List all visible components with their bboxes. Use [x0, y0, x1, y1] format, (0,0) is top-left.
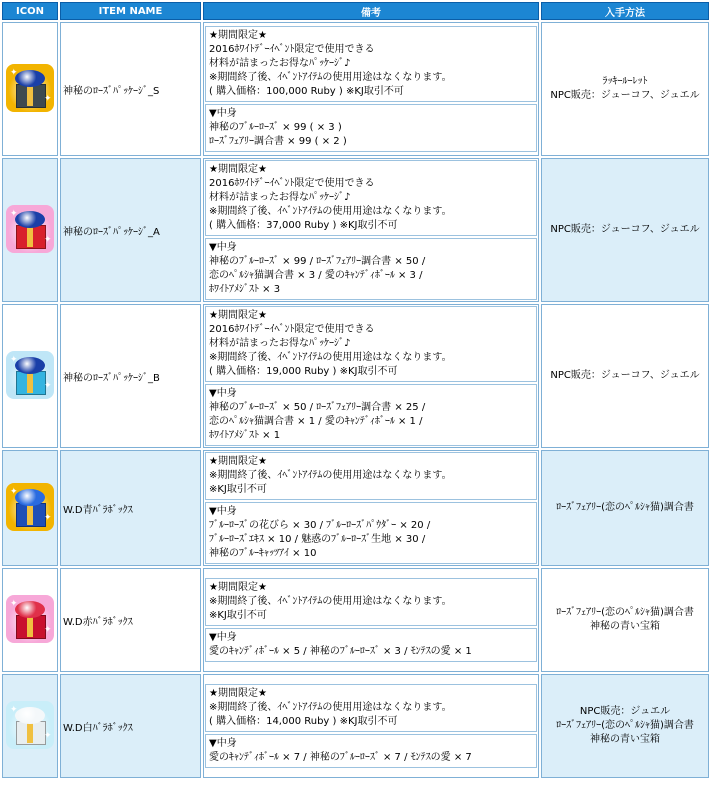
item-icon-cell — [2, 568, 58, 672]
note-line: 2016ﾎﾜｲﾄﾃﾞｰｲﾍﾞﾝﾄ限定で使用できる — [209, 44, 375, 55]
item-method — [541, 304, 709, 448]
note-line: ★期間限定★ — [209, 164, 267, 175]
note-line: ※期間終了後、ｲﾍﾞﾝﾄｱｲﾃﾑの使用用途はなくなります。 — [209, 352, 452, 363]
item-method — [541, 568, 709, 672]
contents-line: 神秘のﾌﾞﾙｰｷｬｯﾂｱｲ × 10 — [209, 548, 317, 559]
item-note — [203, 22, 539, 156]
contents-line: ﾎﾜｲﾄｱﾒｼﾞｽﾄ × 1 — [209, 430, 281, 441]
method-line: NPC販売：ジューコフ、ジュエル — [550, 224, 700, 235]
note-line: ※期間終了後、ｲﾍﾞﾝﾄｱｲﾃﾑの使用用途はなくなります。 — [209, 72, 452, 83]
header-item-name: ITEM NAME — [60, 2, 201, 20]
contents-line: 神秘のﾌﾞﾙｰﾛｰｽﾞ × 99 ( × 3 ) — [209, 122, 342, 133]
contents-line: ▼中身 — [209, 738, 237, 749]
note-line: ( 購入価格：14,000 Ruby ) ※KJ取引不可 — [209, 716, 398, 727]
header-note: 備考 — [203, 2, 539, 20]
item-note — [203, 674, 539, 778]
note-line: ★期間限定★ — [209, 582, 267, 593]
blue-rose-box-icon: ✦ ✦ — [6, 483, 54, 531]
note-contents — [205, 384, 537, 446]
note-contents — [205, 502, 537, 564]
item-name: W.D白ﾊﾞﾗﾎﾞｯｸｽ — [60, 674, 201, 778]
method-line: ﾛｰｽﾞﾌｪｱﾘｰ(恋のﾍﾟﾙｼｬ猫)調合書 — [556, 502, 694, 513]
note-description — [205, 160, 537, 236]
item-name: W.D赤ﾊﾞﾗﾎﾞｯｸｽ — [60, 568, 201, 672]
table-row — [2, 568, 709, 672]
note-line: ★期間限定★ — [209, 30, 267, 41]
method-line: ﾛｰｽﾞﾌｪｱﾘｰ(恋のﾍﾟﾙｼｬ猫)調合書 — [556, 720, 694, 731]
red-rose-box-icon: ✦ ✦ — [6, 595, 54, 643]
item-icon-cell — [2, 22, 58, 156]
note-description — [205, 684, 537, 732]
note-line: ( 購入価格：19,000 Ruby ) ※KJ取引不可 — [209, 366, 398, 377]
item-note — [203, 450, 539, 566]
item-name: 神秘のﾛｰｽﾞﾊﾟｯｹｰｼﾞ_S — [60, 22, 201, 156]
method-line: NPC販売：ジューコフ、ジュエル — [550, 370, 700, 381]
white-rose-box-icon: ✦ ✦ — [6, 701, 54, 749]
contents-line: 神秘のﾌﾞﾙｰﾛｰｽﾞ × 50 / ﾛｰｽﾞﾌｪｱﾘｰ調合書 × 25 / — [209, 402, 426, 413]
note-line: 材料が詰まったお得なﾊﾟｯｹｰｼﾞ♪ — [209, 338, 351, 349]
item-method — [541, 674, 709, 778]
item-icon-cell — [2, 158, 58, 302]
table-row — [2, 22, 709, 156]
contents-line: ▼中身 — [209, 506, 237, 517]
note-line: 材料が詰まったお得なﾊﾟｯｹｰｼﾞ♪ — [209, 58, 351, 69]
note-line: ※期間終了後、ｲﾍﾞﾝﾄｱｲﾃﾑの使用用途はなくなります。 — [209, 596, 452, 607]
table-body — [2, 22, 709, 778]
table-row — [2, 158, 709, 302]
note-line: ( 購入価格：100,000 Ruby ) ※KJ取引不可 — [209, 86, 404, 97]
note-contents — [205, 238, 537, 300]
item-note — [203, 568, 539, 672]
method-line: NPC販売：ジューコフ、ジュエル — [550, 90, 700, 101]
note-line: ★期間限定★ — [209, 688, 267, 699]
contents-line: 恋のﾍﾟﾙｼｬ猫調合書 × 3 / 愛のｷｬﾝﾃﾞｨﾎﾞｰﾙ × 3 / — [209, 270, 423, 281]
black-gift-box-blue-roses-icon: ✦ ✦ — [6, 64, 54, 112]
header-icon: ICON — [2, 2, 58, 20]
note-description — [205, 26, 537, 102]
contents-line: ▼中身 — [209, 108, 237, 119]
contents-line: ﾌﾞﾙｰﾛｰｽﾞの花びら × 30 / ﾌﾞﾙｰﾛｰｽﾞﾊﾟｳﾀﾞｰ × 20 / — [209, 520, 431, 531]
note-line: ※期間終了後、ｲﾍﾞﾝﾄｱｲﾃﾑの使用用途はなくなります。 — [209, 206, 452, 217]
table-row — [2, 304, 709, 448]
note-contents — [205, 104, 537, 152]
item-icon-cell — [2, 674, 58, 778]
note-line: 2016ﾎﾜｲﾄﾃﾞｰｲﾍﾞﾝﾄ限定で使用できる — [209, 178, 375, 189]
method-line: NPC販売：ジュエル — [579, 706, 671, 717]
header-method: 入手方法 — [541, 2, 709, 20]
contents-line: 愛のｷｬﾝﾃﾞｨﾎﾞｰﾙ × 7 / 神秘のﾌﾞﾙｰﾛｰｽﾞ × 7 / ﾓﾝﾃｽの愛 × 7 — [209, 752, 472, 763]
note-line: ( 購入価格：37,000 Ruby ) ※KJ取引不可 — [209, 220, 398, 231]
table-row — [2, 674, 709, 778]
note-line: ★期間限定★ — [209, 310, 267, 321]
note-line: 材料が詰まったお得なﾊﾟｯｹｰｼﾞ♪ — [209, 192, 351, 203]
note-description — [205, 452, 537, 500]
contents-line: ▼中身 — [209, 632, 237, 643]
note-description — [205, 578, 537, 626]
note-line: ※期間終了後、ｲﾍﾞﾝﾄｱｲﾃﾑの使用用途はなくなります。 — [209, 470, 452, 481]
item-name: 神秘のﾛｰｽﾞﾊﾟｯｹｰｼﾞ_A — [60, 158, 201, 302]
note-line: ※KJ取引不可 — [209, 484, 267, 495]
note-contents — [205, 628, 537, 662]
contents-line: ▼中身 — [209, 242, 237, 253]
method-line: 神秘の青い宝箱 — [590, 621, 660, 632]
note-line: ※期間終了後、ｲﾍﾞﾝﾄｱｲﾃﾑの使用用途はなくなります。 — [209, 702, 452, 713]
item-icon-cell — [2, 304, 58, 448]
contents-line: 神秘のﾌﾞﾙｰﾛｰｽﾞ × 99 / ﾛｰｽﾞﾌｪｱﾘｰ調合書 × 50 / — [209, 256, 426, 267]
contents-line: ﾛｰｽﾞﾌｪｱﾘｰ調合書 × 99 ( × 2 ) — [209, 136, 347, 147]
contents-line: ▼中身 — [209, 388, 237, 399]
note-line: 2016ﾎﾜｲﾄﾃﾞｰｲﾍﾞﾝﾄ限定で使用できる — [209, 324, 375, 335]
item-name: W.D青ﾊﾞﾗﾎﾞｯｸｽ — [60, 450, 201, 566]
method-line: ﾗｯｷｰﾙｰﾚｯﾄ — [602, 76, 648, 87]
method-line: 神秘の青い宝箱 — [590, 734, 660, 745]
cyan-gift-box-blue-roses-icon: ✦ ✦ — [6, 351, 54, 399]
contents-line: ﾌﾞﾙｰﾛｰｽﾞｴｷｽ × 10 / 魅惑のﾌﾞﾙｰﾛｰｽﾞ生地 × 30 / — [209, 534, 426, 545]
item-note — [203, 304, 539, 448]
item-icon-cell — [2, 450, 58, 566]
note-contents — [205, 734, 537, 768]
note-line: ★期間限定★ — [209, 456, 267, 467]
item-method — [541, 22, 709, 156]
note-description — [205, 306, 537, 382]
item-method — [541, 158, 709, 302]
item-method — [541, 450, 709, 566]
item-note — [203, 158, 539, 302]
table-header-row — [2, 2, 709, 20]
red-gift-box-blue-roses-icon: ✦ ✦ — [6, 205, 54, 253]
contents-line: 愛のｷｬﾝﾃﾞｨﾎﾞｰﾙ × 5 / 神秘のﾌﾞﾙｰﾛｰｽﾞ × 3 / ﾓﾝﾃｽの愛 × 1 — [209, 646, 472, 657]
table-row — [2, 450, 709, 566]
item-name: 神秘のﾛｰｽﾞﾊﾟｯｹｰｼﾞ_B — [60, 304, 201, 448]
note-line: ※KJ取引不可 — [209, 610, 267, 621]
contents-line: ﾎﾜｲﾄｱﾒｼﾞｽﾄ × 3 — [209, 284, 281, 295]
method-line: ﾛｰｽﾞﾌｪｱﾘｰ(恋のﾍﾟﾙｼｬ猫)調合書 — [556, 607, 694, 618]
contents-line: 恋のﾍﾟﾙｼｬ猫調合書 × 1 / 愛のｷｬﾝﾃﾞｨﾎﾞｰﾙ × 1 / — [209, 416, 423, 427]
